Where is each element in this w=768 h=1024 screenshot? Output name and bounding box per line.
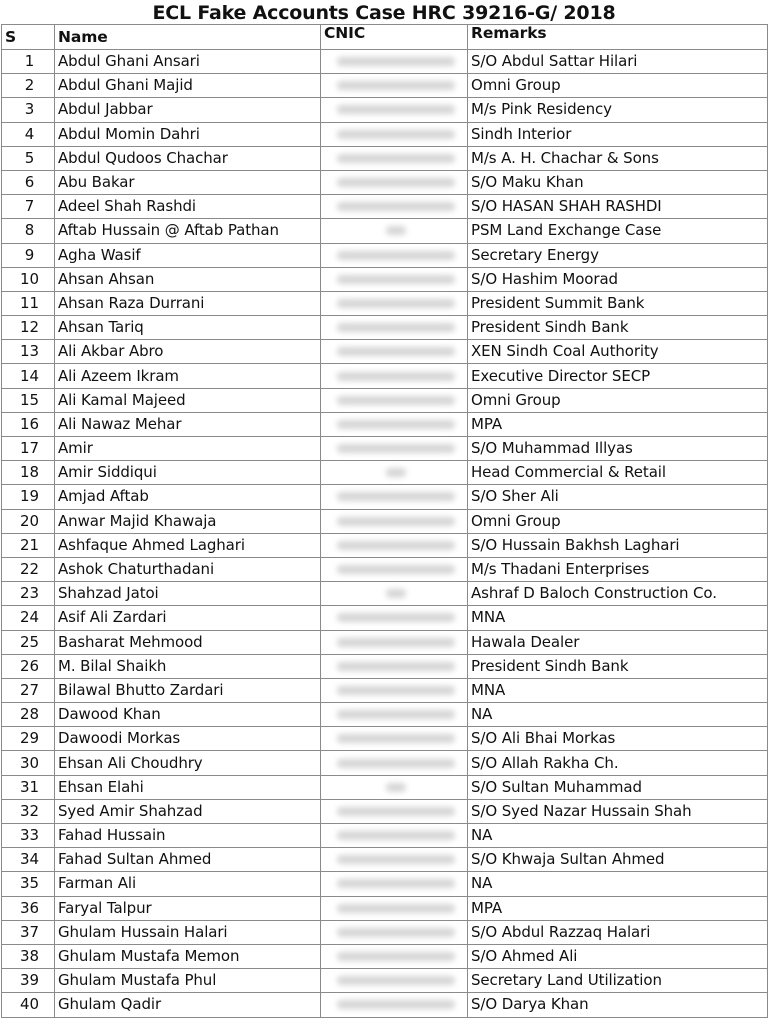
serial-number-cell: 14 — [2, 364, 55, 388]
remarks-cell: S/O Abdul Razzaq Halari — [468, 920, 768, 944]
table-row — [2, 678, 768, 702]
serial-number-cell: 13 — [2, 340, 55, 364]
table-row — [2, 388, 768, 412]
name-cell: Abdul Qudoos Chachar — [55, 146, 321, 170]
table-row — [2, 340, 768, 364]
cnic-cell-redacted — [321, 993, 468, 1017]
redacted-cnic-blur — [337, 178, 455, 187]
redacted-cnic-blur — [337, 662, 455, 671]
remarks-cell: S/O Hashim Moorad — [468, 267, 768, 291]
table-row — [2, 630, 768, 654]
document-title: ECL Fake Accounts Case HRC 39216-G/ 2018 — [152, 2, 616, 24]
name-cell: Amir Siddiqui — [55, 461, 321, 485]
redacted-cnic-blur — [337, 517, 455, 526]
table-row — [2, 920, 768, 944]
redacted-cnic-blur — [337, 372, 455, 381]
name-cell: Adeel Shah Rashdi — [55, 195, 321, 219]
remarks-cell: M/s Thadani Enterprises — [468, 557, 768, 581]
name-cell: Ghulam Hussain Halari — [55, 920, 321, 944]
cnic-cell-redacted — [321, 388, 468, 412]
cnic-cell-redacted — [321, 146, 468, 170]
cnic-cell-redacted — [321, 437, 468, 461]
serial-number-cell: 39 — [2, 969, 55, 993]
remarks-cell: Executive Director SECP — [468, 364, 768, 388]
remarks-cell: Secretary Energy — [468, 243, 768, 267]
cnic-cell-redacted — [321, 654, 468, 678]
table-row — [2, 485, 768, 509]
cnic-cell-redacted — [321, 678, 468, 702]
name-cell: Ali Akbar Abro — [55, 340, 321, 364]
cnic-cell-redacted — [321, 316, 468, 340]
table-row — [2, 412, 768, 436]
cnic-cell-redacted — [321, 485, 468, 509]
serial-number-cell: 2 — [2, 74, 55, 98]
serial-number-cell: 28 — [2, 703, 55, 727]
cnic-cell-redacted — [321, 557, 468, 581]
name-cell: Ahsan Tariq — [55, 316, 321, 340]
table-row — [2, 219, 768, 243]
redacted-cnic-blur — [337, 154, 455, 163]
remarks-cell: M/s Pink Residency — [468, 98, 768, 122]
remarks-cell: MPA — [468, 412, 768, 436]
table-row — [2, 74, 768, 98]
name-cell: Fahad Sultan Ahmed — [55, 848, 321, 872]
redacted-cnic-blur — [337, 686, 455, 695]
redacted-cnic-blur — [337, 879, 455, 888]
redacted-cnic-blur — [337, 976, 455, 985]
serial-number-cell: 6 — [2, 170, 55, 194]
serial-number-cell: 33 — [2, 824, 55, 848]
cnic-cell-redacted — [321, 630, 468, 654]
cnic-cell-redacted — [321, 122, 468, 146]
name-cell: Ghulam Qadir — [55, 993, 321, 1017]
serial-number-cell: 19 — [2, 485, 55, 509]
table-row — [2, 509, 768, 533]
cnic-cell-redacted — [321, 727, 468, 751]
serial-number-cell: 15 — [2, 388, 55, 412]
name-cell: Ali Azeem Ikram — [55, 364, 321, 388]
serial-number-cell: 35 — [2, 872, 55, 896]
redacted-cnic-blur — [337, 251, 455, 260]
table-row — [2, 775, 768, 799]
cnic-cell-redacted — [321, 533, 468, 557]
table-row — [2, 799, 768, 823]
remarks-cell: M/s A. H. Chachar & Sons — [468, 146, 768, 170]
serial-number-cell: 11 — [2, 291, 55, 315]
table-row — [2, 993, 768, 1017]
redacted-cnic-blur — [337, 81, 455, 90]
column-header-remarks: Remarks — [468, 25, 768, 50]
cnic-cell-redacted — [321, 920, 468, 944]
serial-number-cell: 22 — [2, 557, 55, 581]
name-cell: Abu Bakar — [55, 170, 321, 194]
cnic-cell-redacted — [321, 98, 468, 122]
redacted-cnic-blur — [337, 710, 455, 719]
name-cell: Abdul Ghani Majid — [55, 74, 321, 98]
name-cell: Ehsan Ali Choudhry — [55, 751, 321, 775]
remarks-cell: S/O Sher Ali — [468, 485, 768, 509]
table-row — [2, 291, 768, 315]
name-cell: Faryal Talpur — [55, 896, 321, 920]
redacted-cnic-blur — [337, 299, 455, 308]
serial-number-cell: 27 — [2, 678, 55, 702]
table-row — [2, 146, 768, 170]
redacted-cnic-blur — [337, 347, 455, 356]
cnic-cell-redacted — [321, 50, 468, 74]
table-row — [2, 582, 768, 606]
remarks-cell: PSM Land Exchange Case — [468, 219, 768, 243]
serial-number-cell: 17 — [2, 437, 55, 461]
table-row — [2, 969, 768, 993]
column-header-s: S — [2, 25, 55, 50]
redacted-cnic-blur — [337, 541, 455, 550]
name-cell: Dawoodi Morkas — [55, 727, 321, 751]
cnic-cell-redacted — [321, 291, 468, 315]
name-cell: Ahsan Ahsan — [55, 267, 321, 291]
remarks-cell: President Sindh Bank — [468, 316, 768, 340]
table-row — [2, 98, 768, 122]
cnic-cell-redacted — [321, 509, 468, 533]
remarks-cell: MNA — [468, 606, 768, 630]
redacted-cnic-blur — [337, 807, 455, 816]
name-cell: Abdul Ghani Ansari — [55, 50, 321, 74]
remarks-cell: Omni Group — [468, 388, 768, 412]
table-row — [2, 437, 768, 461]
name-cell: Fahad Hussain — [55, 824, 321, 848]
remarks-cell: S/O Abdul Sattar Hilari — [468, 50, 768, 74]
column-header-cnic: CNIC — [321, 25, 468, 50]
cnic-cell-redacted — [321, 606, 468, 630]
table-row — [2, 364, 768, 388]
cnic-cell-redacted — [321, 243, 468, 267]
table-row — [2, 751, 768, 775]
table-row — [2, 316, 768, 340]
remarks-cell: Ashraf D Baloch Construction Co. — [468, 582, 768, 606]
cnic-cell-redacted — [321, 364, 468, 388]
redacted-cnic-blur — [337, 444, 455, 453]
cnic-cell-redacted — [321, 195, 468, 219]
redacted-cnic-blur — [337, 57, 455, 66]
table-row — [2, 727, 768, 751]
name-cell: Basharat Mehmood — [55, 630, 321, 654]
serial-number-cell: 1 — [2, 50, 55, 74]
name-cell: Farman Ali — [55, 872, 321, 896]
remarks-cell: NA — [468, 872, 768, 896]
redacted-cnic-blur — [337, 855, 455, 864]
redacted-cnic-blur — [337, 904, 455, 913]
cnic-cell-redacted — [321, 170, 468, 194]
name-cell: Ghulam Mustafa Memon — [55, 944, 321, 968]
serial-number-cell: 10 — [2, 267, 55, 291]
serial-number-cell: 30 — [2, 751, 55, 775]
name-cell: Ghulam Mustafa Phul — [55, 969, 321, 993]
remarks-cell: Secretary Land Utilization — [468, 969, 768, 993]
serial-number-cell: 29 — [2, 727, 55, 751]
redacted-cnic-blur — [386, 226, 406, 235]
cnic-cell-redacted — [321, 751, 468, 775]
remarks-cell: S/O Muhammad Illyas — [468, 437, 768, 461]
redacted-cnic-blur — [337, 638, 455, 647]
cnic-cell-redacted — [321, 703, 468, 727]
cnic-cell-redacted — [321, 799, 468, 823]
table-row — [2, 872, 768, 896]
table-row — [2, 50, 768, 74]
serial-number-cell: 26 — [2, 654, 55, 678]
serial-number-cell: 3 — [2, 98, 55, 122]
table-row — [2, 243, 768, 267]
redacted-cnic-blur — [337, 492, 455, 501]
serial-number-cell: 24 — [2, 606, 55, 630]
redacted-cnic-blur — [337, 831, 455, 840]
remarks-cell: NA — [468, 824, 768, 848]
remarks-cell: MNA — [468, 678, 768, 702]
name-cell: Anwar Majid Khawaja — [55, 509, 321, 533]
cnic-cell-redacted — [321, 896, 468, 920]
name-cell: Abdul Momin Dahri — [55, 122, 321, 146]
table-row — [2, 606, 768, 630]
serial-number-cell: 4 — [2, 122, 55, 146]
redacted-cnic-blur — [337, 565, 455, 574]
cnic-cell-redacted — [321, 944, 468, 968]
cnic-cell-redacted — [321, 582, 468, 606]
name-cell: Dawood Khan — [55, 703, 321, 727]
table-body — [2, 50, 768, 1018]
remarks-cell: S/O Allah Rakha Ch. — [468, 751, 768, 775]
serial-number-cell: 12 — [2, 316, 55, 340]
name-cell: Asif Ali Zardari — [55, 606, 321, 630]
table-row — [2, 557, 768, 581]
cnic-cell-redacted — [321, 775, 468, 799]
cnic-cell-redacted — [321, 824, 468, 848]
table-row — [2, 703, 768, 727]
redacted-cnic-blur — [337, 952, 455, 961]
redacted-cnic-blur — [337, 323, 455, 332]
redacted-cnic-blur — [337, 202, 455, 211]
name-cell: M. Bilal Shaikh — [55, 654, 321, 678]
remarks-cell: Sindh Interior — [468, 122, 768, 146]
redacted-cnic-blur — [337, 420, 455, 429]
remarks-cell: S/O Khwaja Sultan Ahmed — [468, 848, 768, 872]
remarks-cell: S/O Hussain Bakhsh Laghari — [468, 533, 768, 557]
name-cell: Aftab Hussain @ Aftab Pathan — [55, 219, 321, 243]
remarks-cell: President Sindh Bank — [468, 654, 768, 678]
name-cell: Bilawal Bhutto Zardari — [55, 678, 321, 702]
cnic-cell-redacted — [321, 412, 468, 436]
redacted-cnic-blur — [337, 396, 455, 405]
cnic-cell-redacted — [321, 872, 468, 896]
redacted-cnic-blur — [337, 734, 455, 743]
name-cell: Amir — [55, 437, 321, 461]
remarks-cell: S/O Ali Bhai Morkas — [468, 727, 768, 751]
cnic-cell-redacted — [321, 219, 468, 243]
redacted-cnic-blur — [337, 613, 455, 622]
remarks-cell: S/O Darya Khan — [468, 993, 768, 1017]
table-row — [2, 267, 768, 291]
remarks-cell: Omni Group — [468, 509, 768, 533]
name-cell: Syed Amir Shahzad — [55, 799, 321, 823]
cnic-cell-redacted — [321, 461, 468, 485]
redacted-cnic-blur — [337, 928, 455, 937]
redacted-cnic-blur — [337, 130, 455, 139]
table-row — [2, 461, 768, 485]
table-row — [2, 848, 768, 872]
serial-number-cell: 9 — [2, 243, 55, 267]
remarks-cell: NA — [468, 703, 768, 727]
remarks-cell: Omni Group — [468, 74, 768, 98]
name-cell: Abdul Jabbar — [55, 98, 321, 122]
serial-number-cell: 31 — [2, 775, 55, 799]
remarks-cell: S/O Ahmed Ali — [468, 944, 768, 968]
serial-number-cell: 16 — [2, 412, 55, 436]
serial-number-cell: 7 — [2, 195, 55, 219]
serial-number-cell: 38 — [2, 944, 55, 968]
serial-number-cell: 18 — [2, 461, 55, 485]
remarks-cell: S/O Syed Nazar Hussain Shah — [468, 799, 768, 823]
serial-number-cell: 8 — [2, 219, 55, 243]
table-row — [2, 533, 768, 557]
name-cell: Ehsan Elahi — [55, 775, 321, 799]
serial-number-cell: 20 — [2, 509, 55, 533]
remarks-cell: S/O Sultan Muhammad — [468, 775, 768, 799]
cnic-cell-redacted — [321, 267, 468, 291]
table-row — [2, 170, 768, 194]
serial-number-cell: 23 — [2, 582, 55, 606]
table-row — [2, 896, 768, 920]
cnic-cell-redacted — [321, 340, 468, 364]
table-row — [2, 122, 768, 146]
name-cell: Ashfaque Ahmed Laghari — [55, 533, 321, 557]
serial-number-cell: 36 — [2, 896, 55, 920]
name-cell: Shahzad Jatoi — [55, 582, 321, 606]
serial-number-cell: 5 — [2, 146, 55, 170]
name-cell: Ali Kamal Majeed — [55, 388, 321, 412]
cnic-cell-redacted — [321, 74, 468, 98]
redacted-cnic-blur — [386, 783, 406, 792]
remarks-cell: Hawala Dealer — [468, 630, 768, 654]
table-header-row — [2, 25, 768, 50]
name-cell: Ashok Chaturthadani — [55, 557, 321, 581]
redacted-cnic-blur — [386, 468, 406, 477]
serial-number-cell: 34 — [2, 848, 55, 872]
accounts-table — [1, 24, 768, 1018]
serial-number-cell: 32 — [2, 799, 55, 823]
table-row — [2, 654, 768, 678]
serial-number-cell: 21 — [2, 533, 55, 557]
name-cell: Ahsan Raza Durrani — [55, 291, 321, 315]
serial-number-cell: 25 — [2, 630, 55, 654]
cnic-cell-redacted — [321, 969, 468, 993]
remarks-cell: S/O HASAN SHAH RASHDI — [468, 195, 768, 219]
serial-number-cell: 40 — [2, 993, 55, 1017]
redacted-cnic-blur — [337, 1000, 455, 1009]
remarks-cell: MPA — [468, 896, 768, 920]
cnic-cell-redacted — [321, 848, 468, 872]
remarks-cell: XEN Sindh Coal Authority — [468, 340, 768, 364]
remarks-cell: Head Commercial & Retail — [468, 461, 768, 485]
column-header-name: Name — [55, 25, 321, 50]
name-cell: Amjad Aftab — [55, 485, 321, 509]
name-cell: Ali Nawaz Mehar — [55, 412, 321, 436]
table-row — [2, 824, 768, 848]
redacted-cnic-blur — [337, 105, 455, 114]
remarks-cell: President Summit Bank — [468, 291, 768, 315]
redacted-cnic-blur — [337, 759, 455, 768]
name-cell: Agha Wasif — [55, 243, 321, 267]
table-row — [2, 195, 768, 219]
table-row — [2, 944, 768, 968]
remarks-cell: S/O Maku Khan — [468, 170, 768, 194]
serial-number-cell: 37 — [2, 920, 55, 944]
redacted-cnic-blur — [337, 275, 455, 284]
redacted-cnic-blur — [386, 589, 406, 598]
